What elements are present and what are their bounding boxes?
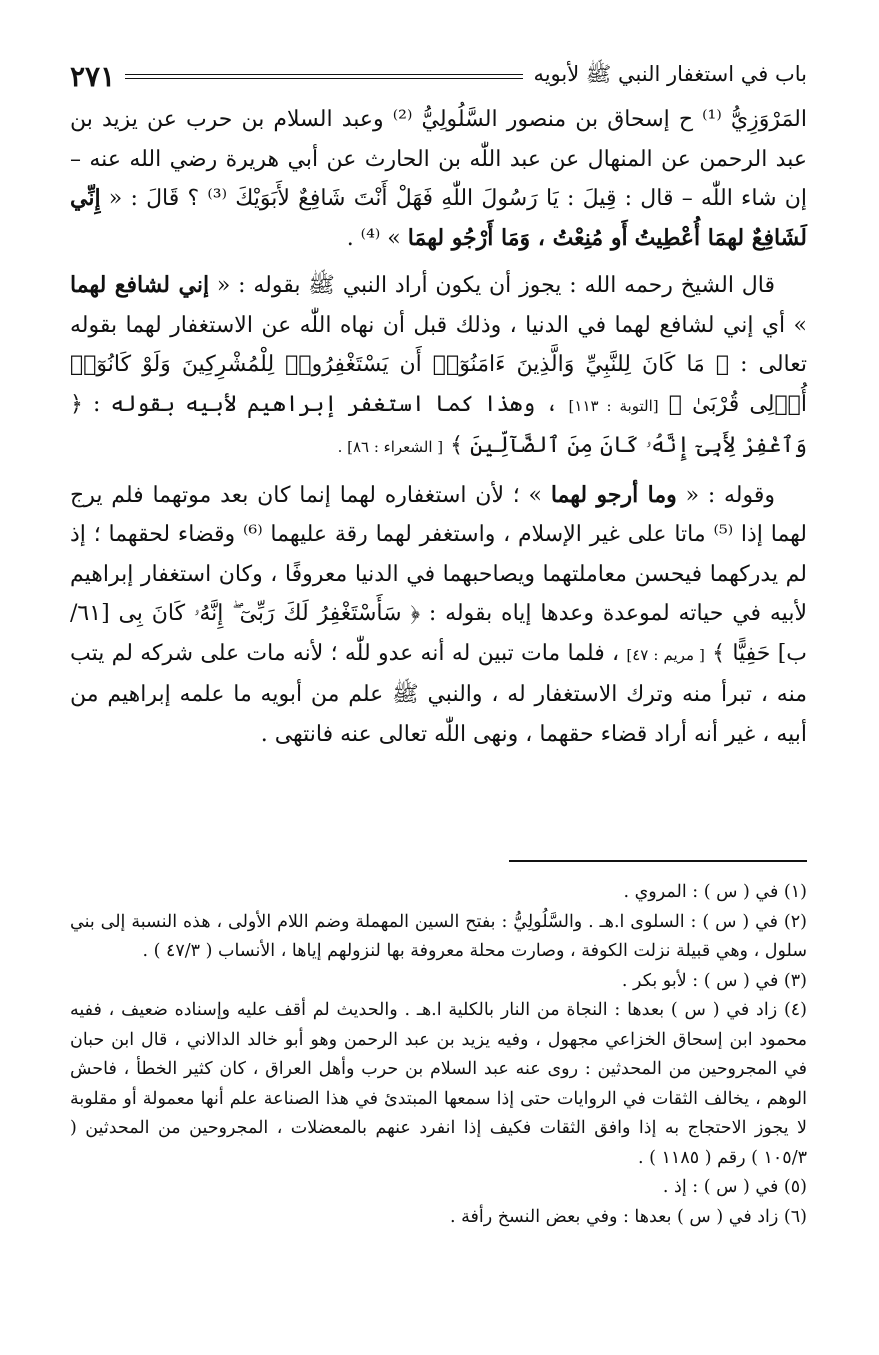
text-line: تبرأ منه وترك الاستغفار له ، والنبي ﷺ علم من أبويه ما علمه إبراهيم من أبيه ، غير أنه [70,682,807,747]
quran-verse: في حياته لموعدة وعدها إياه بقوله : ﴿ سَأَسْتَغْفِرُ لَكَ رَبِّىٓ ۖ إِنَّهُۥ كَانَ بِى [٦١/ب] [70,601,807,666]
quoted-phrase: إني لشافع لهما [70,272,210,298]
quoted-phrase: وما أرجو لهما [550,481,677,508]
text-line: » أي إني [722,312,807,338]
text-line: عبد الرحمن عن المنهال عن عبد اللّٰه بن الحارث عن أبي هريرة رضي الله عنه – إن شاء اللّٰه – [70,146,807,211]
quran-verse: كَانَ لِلنَّبِيِّ وَالَّذِينَ ءَامَنُوٓا۟ أَن يَسْتَغْفِرُوا۟ لِلْمُشْرِكِينَ وَلَوْ كَانُوٓا۟ أُو۟لِى قُرْبَىٰ ﴾ [70,352,807,417]
text-line: المَرْوَزِيُّ ⁽¹⁾ ح إسحاق بن منصور السَّلُولِيُّ ⁽²⁾ وعبد السلام بن حرب عن يزيد بن [70,107,807,132]
footnotes [70,878,807,1232]
footnote: (٣) في ( س ) : لأبو بكر . [621,970,807,991]
text-line: ، فلما مات تبين له أنه عدو للّٰه ؛ لأنه مات على شركه لم يتب منه ، [70,640,807,707]
text-line: يدركهما فيحسن معاملتهما ويصاحبهما في الدنيا معروفًا ، وكان استغفار إبراهيم لأبيه [70,561,807,626]
text-line: لشافع لهما في الدنيا ، وذلك قبل أن نهاه اللّٰه عن الاستغفار لهما بقوله تعالى : ﴿ مَا [70,312,808,377]
quran-verse: حَفِيًّا ﴾ [704,640,771,666]
text-line: قال : قِيلَ : يَا رَسُولَ اللّٰهِ فَهَلْ أَنْتَ شَافِعٌ لأَبَوَيْكَ ⁽³⁾ ؟ قَالَ : « [100,186,674,211]
page-number: ٢٧١ [70,59,116,93]
header-rule [125,74,523,79]
verse-reference: [ الشعراء : ٨٦] . [337,438,444,456]
text-line: وقوله : « [676,482,776,508]
text-line: أراد قضاء حقهما ، ونهى اللّٰه تعالى عنه فانتهى . [260,721,687,747]
main-text [70,100,807,754]
footnote: (٥) في ( س ) : إذ . [662,1177,807,1197]
footnote: (٢) في ( س ) : السلوى ا.هـ . والسَّلُولِيُّ : بفتح السين المهملة وضم اللام الأولى ، هذه النسبة إلى بني سلول ، وهي قبيلة نزلت الكوفة ، وصارت محلة معروفة بها لنزولهم إياها ، الأنساب ( ٤٧/٣ ) . [70,911,807,961]
footnote: (٦) زاد في ( س ) بعدها : وفي بعض النسخ رأفة . [449,1206,807,1227]
verse-reference: [التوبة : ١١٣] [568,396,659,415]
quran-verse: وهذا كما استغفر إبراهيم لأبيه بقوله : ﴿ وَٱغْفِرْ لِأَبِىٓ إِنَّهُۥ كَانَ مِنَ ٱلضَّآلِّينَ ﴾ [70,391,807,458]
paragraph-isnad [70,100,807,258]
footnote: (٤) زاد في ( س ) بعدها : النجاة من النار بالكلية ا.هـ . والحديث لم أقف عليه وإسناده ضعيف ، ففيه محمود ابن إسحاق الخزاعي مجهول ، وفيه يزيد بن عبد الرحمن وهو أبو خالد الدالاني ، قال ابن حبان في المجروحين من المحدثين : روى عنه عبد السلام بن حرب وأهل العراق ، كان كثير الخطأ ، فاحش الوهم ، يخالف الثقات في الروايات حتى إذا سمعها المبتدئ في هذا الصناعة علم أنها معمولة أو مقلوبة لا يجوز الاحتجاج به إذا وافق الثقات فكيف إذا انفرد عنهم بالمعضلات ، المجروحين من المحدثين ( ١٠٥/٣ ) رقم ( ١١٨٥ ) . [70,1000,807,1168]
text-line: » ؛ لأن استغفاره لهما إنما كان بعد موتهما فلم يرج لهما [70,482,807,547]
text-line: ، [545,391,569,417]
footnote: (١) في ( س ) : المروي . [623,882,807,902]
hadith-text: إِنِّي لَشَافِعٌ لهمَا أُعْطِيتُ [70,185,807,251]
running-header [70,58,807,94]
paragraph-commentary-1 [70,266,807,468]
hadith-text: أَو مُنِعْتُ ، وَمَا أَرْجُو لهمَا [407,224,628,251]
chapter-title: باب في استغفار النبي ﷺ لأبويه [533,61,807,86]
text-line: إذا ⁽⁵⁾ ماتا على غير الإسلام ، واستغفر لهما رقة عليهما ⁽⁶⁾ وقضاء لحقهما ؛ إذ لم [70,522,807,587]
text-line: قال الشيخ رحمه الله : يجوز أن يكون أراد النبي ﷺ بقوله : « [209,273,775,298]
paragraph-commentary-2 [70,476,807,755]
text-line: » ⁽⁴⁾ . [346,225,408,251]
footnote-separator [509,860,807,862]
verse-reference: [ مريم : ٤٧] [626,645,705,664]
